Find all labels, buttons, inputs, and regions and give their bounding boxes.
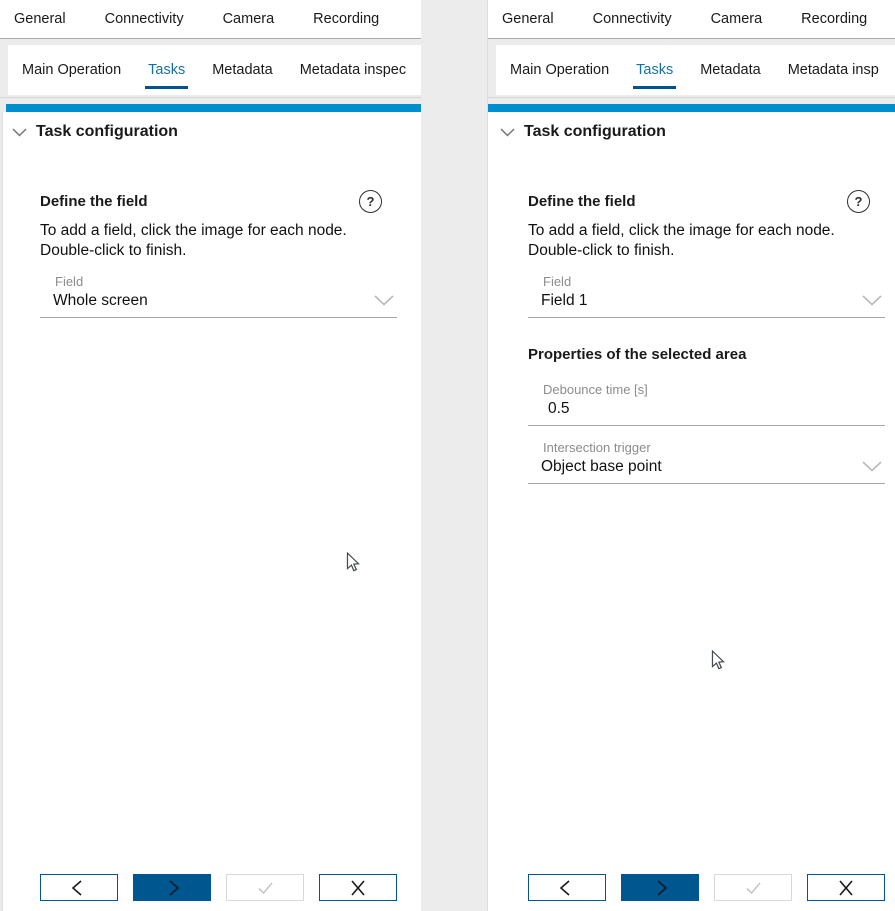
field-dropdown[interactable] (528, 271, 885, 318)
panel-right (487, 0, 895, 911)
help-button[interactable] (359, 190, 382, 213)
field-dropdown[interactable] (40, 271, 397, 318)
tab-camera[interactable]: Camera (710, 11, 763, 27)
chevron-left-icon (555, 879, 579, 897)
chevron-down-icon (12, 128, 27, 137)
check-icon (741, 879, 765, 897)
divider (488, 97, 895, 98)
chevron-down-icon (862, 295, 882, 306)
section-title: Task configuration (36, 123, 178, 140)
close-icon (834, 878, 858, 898)
tab-tasks[interactable]: Tasks (148, 45, 185, 95)
secondary-tab-bar (8, 45, 421, 95)
tab-connectivity[interactable]: Connectivity (592, 11, 672, 27)
confirm-button[interactable] (714, 874, 792, 901)
primary-tab-bar (488, 0, 895, 39)
debounce-value: 0.5 (548, 400, 570, 417)
secondary-tab-bar (496, 45, 895, 95)
section-title: Task configuration (524, 123, 666, 140)
field-label: Field (543, 274, 572, 289)
check-icon (253, 879, 277, 897)
panel-left (0, 0, 421, 911)
tab-metadata-inspector[interactable]: Metadata inspec (299, 62, 407, 78)
debounce-time-input[interactable] (528, 379, 885, 426)
prev-button[interactable] (40, 874, 118, 901)
mouse-arrow-cursor (711, 650, 725, 671)
tab-camera[interactable]: Camera (222, 11, 275, 27)
wizard-buttons (40, 874, 397, 901)
question-mark-icon: ? (366, 194, 375, 209)
tab-recording[interactable]: Recording (313, 11, 380, 27)
properties-heading: Properties of the selected area (528, 346, 747, 363)
next-button[interactable] (133, 874, 211, 901)
task-configuration-header[interactable] (12, 123, 178, 141)
chevron-down-icon (862, 461, 882, 472)
tab-general[interactable]: General (502, 11, 554, 27)
instructions-text: To add a field, click the image for each node. Double-click to finish. (528, 222, 835, 259)
confirm-button[interactable] (226, 874, 304, 901)
field-value: Whole screen (53, 292, 148, 309)
divider (0, 97, 421, 98)
intersection-value: Object base point (541, 458, 662, 475)
mouse-arrow-cursor (346, 552, 360, 573)
primary-tab-bar (0, 0, 421, 39)
tab-metadata[interactable]: Metadata (212, 62, 273, 78)
define-field-heading: Define the field (40, 193, 148, 210)
intersection-trigger-dropdown[interactable] (528, 437, 885, 484)
wizard-buttons (528, 874, 885, 901)
tab-main-operation[interactable]: Main Operation (510, 62, 610, 78)
help-button[interactable] (847, 190, 870, 213)
cancel-button[interactable] (319, 874, 397, 901)
field-label: Field (55, 274, 84, 289)
chevron-left-icon (67, 879, 91, 897)
intersection-label: Intersection trigger (543, 440, 651, 455)
tab-general[interactable]: General (14, 11, 66, 27)
close-icon (346, 878, 370, 898)
debounce-label: Debounce time [s] (543, 382, 648, 397)
chevron-right-icon (648, 879, 672, 897)
field-value: Field 1 (541, 292, 588, 309)
tab-tasks[interactable]: Tasks (636, 45, 673, 95)
tab-main-operation[interactable]: Main Operation (22, 62, 122, 78)
cancel-button[interactable] (807, 874, 885, 901)
instructions-text: To add a field, click the image for each node. Double-click to finish. (40, 222, 347, 259)
chevron-down-icon (374, 295, 394, 306)
prev-button[interactable] (528, 874, 606, 901)
chevron-right-icon (160, 879, 184, 897)
accent-bar (6, 104, 421, 112)
tab-connectivity[interactable]: Connectivity (104, 11, 184, 27)
tab-metadata[interactable]: Metadata (700, 62, 761, 78)
accent-bar (488, 104, 895, 112)
define-field-heading: Define the field (528, 193, 636, 210)
tab-recording[interactable]: Recording (801, 11, 868, 27)
question-mark-icon: ? (854, 194, 863, 209)
task-configuration-header[interactable] (500, 123, 666, 141)
chevron-down-icon (500, 128, 515, 137)
tab-metadata-inspector[interactable]: Metadata insp (787, 62, 879, 78)
next-button[interactable] (621, 874, 699, 901)
